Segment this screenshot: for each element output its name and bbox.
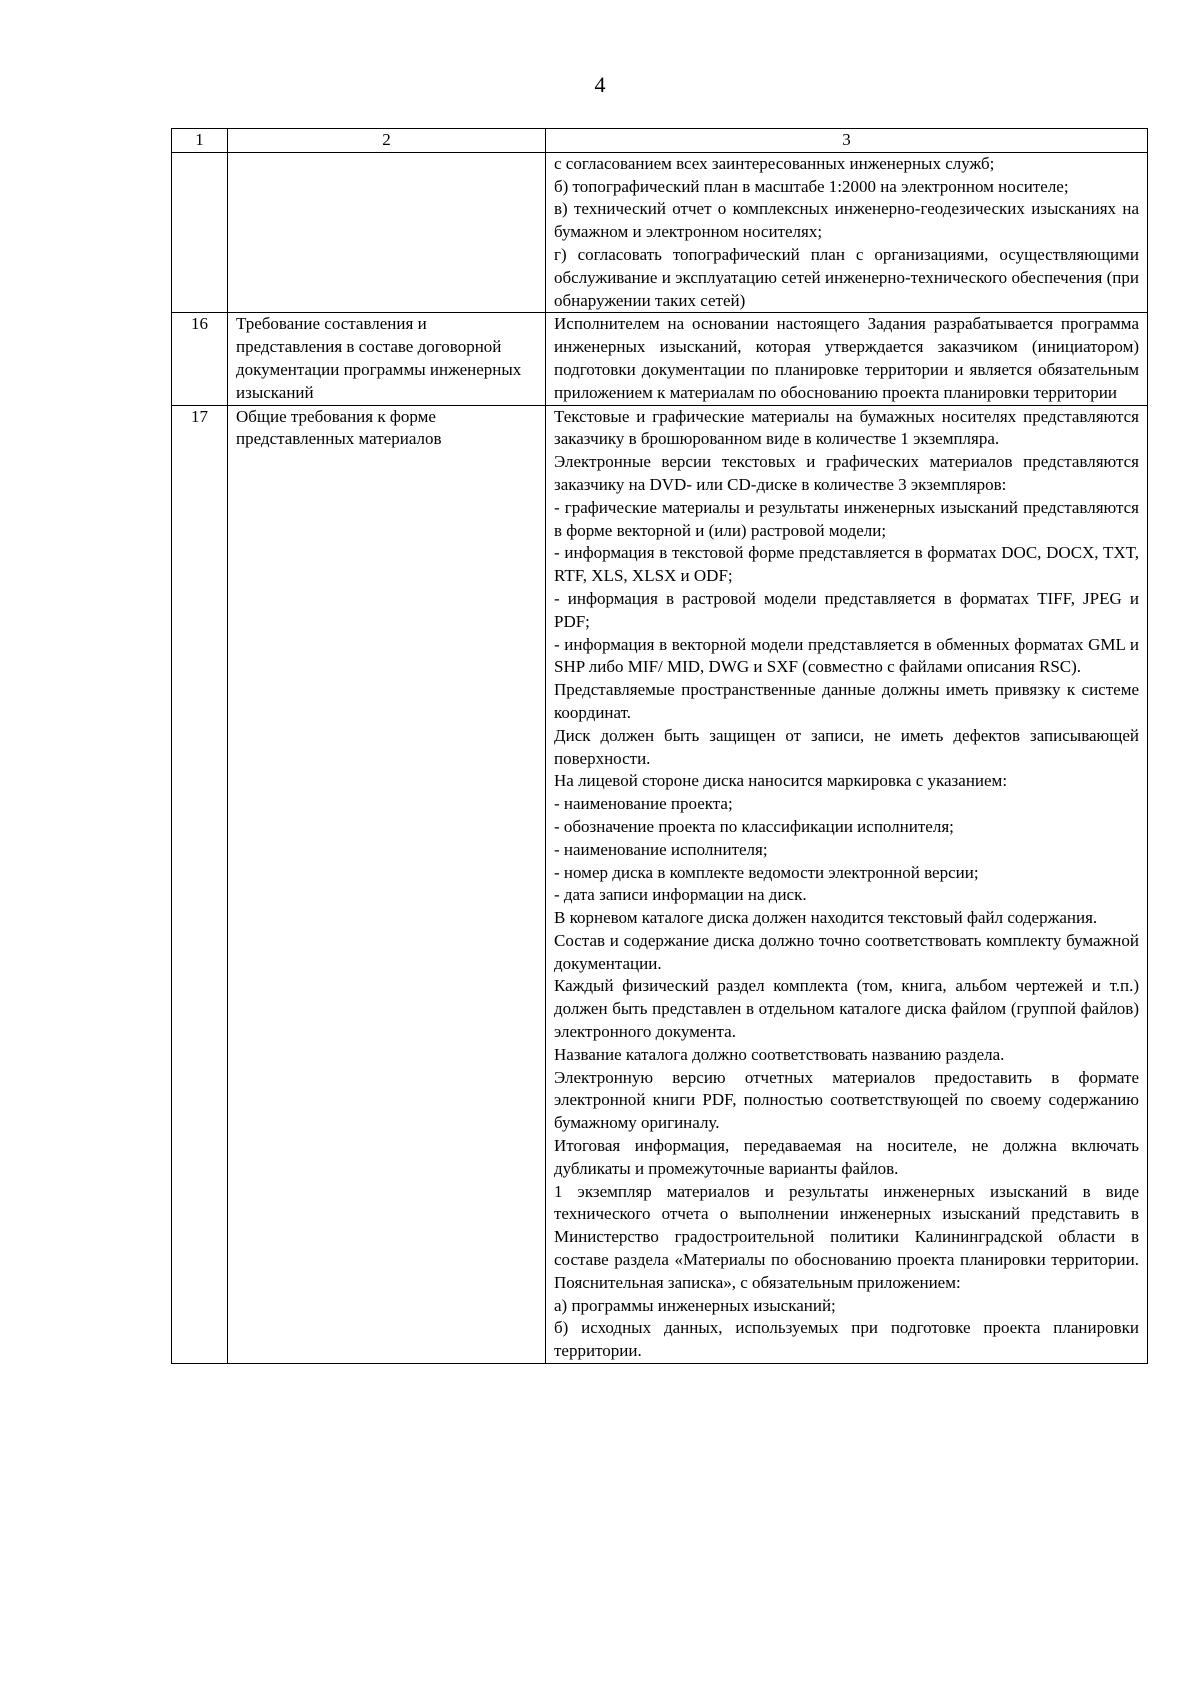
content-paragraph: Состав и содержание диска должно точно соответствовать комплекту бумажной документации. <box>554 930 1139 973</box>
requirement-content <box>546 405 1148 1363</box>
column-header: 1 <box>172 129 228 153</box>
requirement-content <box>546 152 1148 313</box>
requirement-name: Общие требования к форме представленных материалов <box>228 405 546 1363</box>
content-paragraph: б) топографический план в масштабе 1:2000 на электронном носителе; <box>554 176 1069 196</box>
content-paragraph: Название каталога должно соответствовать названию раздела. <box>554 1044 1005 1064</box>
page-number: 4 <box>594 72 606 97</box>
column-header: 3 <box>546 129 1148 153</box>
row-number: 17 <box>172 405 228 1363</box>
content-paragraph: Электронные версии текстовых и графических материалов представляются заказчику на DVD- или CD-диске в количестве 3 экземпляров: <box>554 452 1139 494</box>
content-paragraph: - информация в векторной модели представляется в обменных форматах GML и SHP либо MIF/ MID, DWG и SXF (совместно с файлами описания RSC). <box>554 634 1139 677</box>
content-paragraph: г) согласовать топографический план с организациями, осуществляющими обслуживание и эксплуатацию сетей инженерно-технического обеспечения (при обнаружении таких сетей) <box>554 244 1139 310</box>
content-paragraph: На лицевой стороне диска наносится маркировка с указанием: <box>554 771 1008 791</box>
content-paragraph: - информация в текстовой форме представляется в форматах DOC, DOCX, TXT, RTF, XLS, XLSX и ODF; <box>554 543 1139 586</box>
content-paragraph: б) исходных данных, используемых при подготовке проекта планировки территории. <box>554 1318 1139 1361</box>
content-paragraph: Исполнителем на основании настоящего Задания разрабатывается программа инженерных изысканий, которая утверждается заказчиком (инициатором) подготовки документации по планировке территории и является обязательным приложением к материалам по обоснованию проекта планировки территории <box>554 314 1139 402</box>
content-paragraph: - дата записи информации на диск. <box>554 885 807 905</box>
content-paragraph: Каждый физический раздел комплекта (том, книга, альбом чертежей и т.п.) должен быть представлен в отдельном каталоге диска файлом (группой файлов) электронного документа. <box>554 976 1139 1042</box>
content-paragraph: Итоговая информация, передаваемая на носителе, не должна включать дубликаты и промежуточные варианты файлов. <box>554 1136 1139 1178</box>
requirement-content <box>546 313 1148 405</box>
table-row <box>172 152 1148 313</box>
content-paragraph: а) программы инженерных изысканий; <box>554 1295 836 1315</box>
content-paragraph: Электронную версию отчетных материалов предоставить в формате электронной книги PDF, полностью соответствующей по своему содержанию бумажному оригиналу. <box>554 1067 1139 1133</box>
content-paragraph: - графические материалы и результаты инженерных изысканий представляются в форме векторной и (или) растровой модели; <box>554 497 1139 540</box>
content-paragraph: - информация в растровой модели представляется в форматах TIFF, JPEG и PDF; <box>554 588 1139 631</box>
row-number <box>172 152 228 313</box>
content-paragraph: с согласованием всех заинтересованных инженерных служб; <box>554 153 995 173</box>
table-row <box>172 313 1148 405</box>
content-paragraph: Представляемые пространственные данные должны иметь привязку к системе координат. <box>554 680 1139 722</box>
content-paragraph: - наименование проекта; <box>554 794 733 814</box>
row-number: 16 <box>172 313 228 405</box>
content-paragraph: 1 экземпляр материалов и результаты инженерных изысканий в виде технического отчета о выполнении инженерных изысканий представить в Министерство градостроительной политики Калининградской области в составе раздела «Материалы по обоснованию проекта планировки территории. Пояснительная записка», с обязательным приложением: <box>554 1181 1139 1292</box>
table-header-row <box>172 129 1148 153</box>
table-row <box>172 405 1148 1363</box>
content-paragraph: в) технический отчет о комплексных инженерно-геодезических изысканиях на бумажном и электронном носителях; <box>554 199 1139 242</box>
requirement-name <box>228 152 546 313</box>
requirements-table <box>171 128 1148 1364</box>
column-header: 2 <box>228 129 546 153</box>
content-paragraph: Текстовые и графические материалы на бумажных носителях представляются заказчику в брошюрованном виде в количестве 1 экземпляра. <box>554 406 1139 449</box>
content-paragraph: - наименование исполнителя; <box>554 839 768 859</box>
content-paragraph: Диск должен быть защищен от записи, не иметь дефектов записывающей поверхности. <box>554 725 1139 768</box>
requirement-name: Требование составления и представления в составе договорной документации программы инженерных изысканий <box>228 313 546 405</box>
content-paragraph: В корневом каталоге диска должен находится текстовый файл содержания. <box>554 908 1098 928</box>
content-paragraph: - номер диска в комплекте ведомости электронной версии; <box>554 862 979 882</box>
content-paragraph: - обозначение проекта по классификации исполнителя; <box>554 816 954 836</box>
